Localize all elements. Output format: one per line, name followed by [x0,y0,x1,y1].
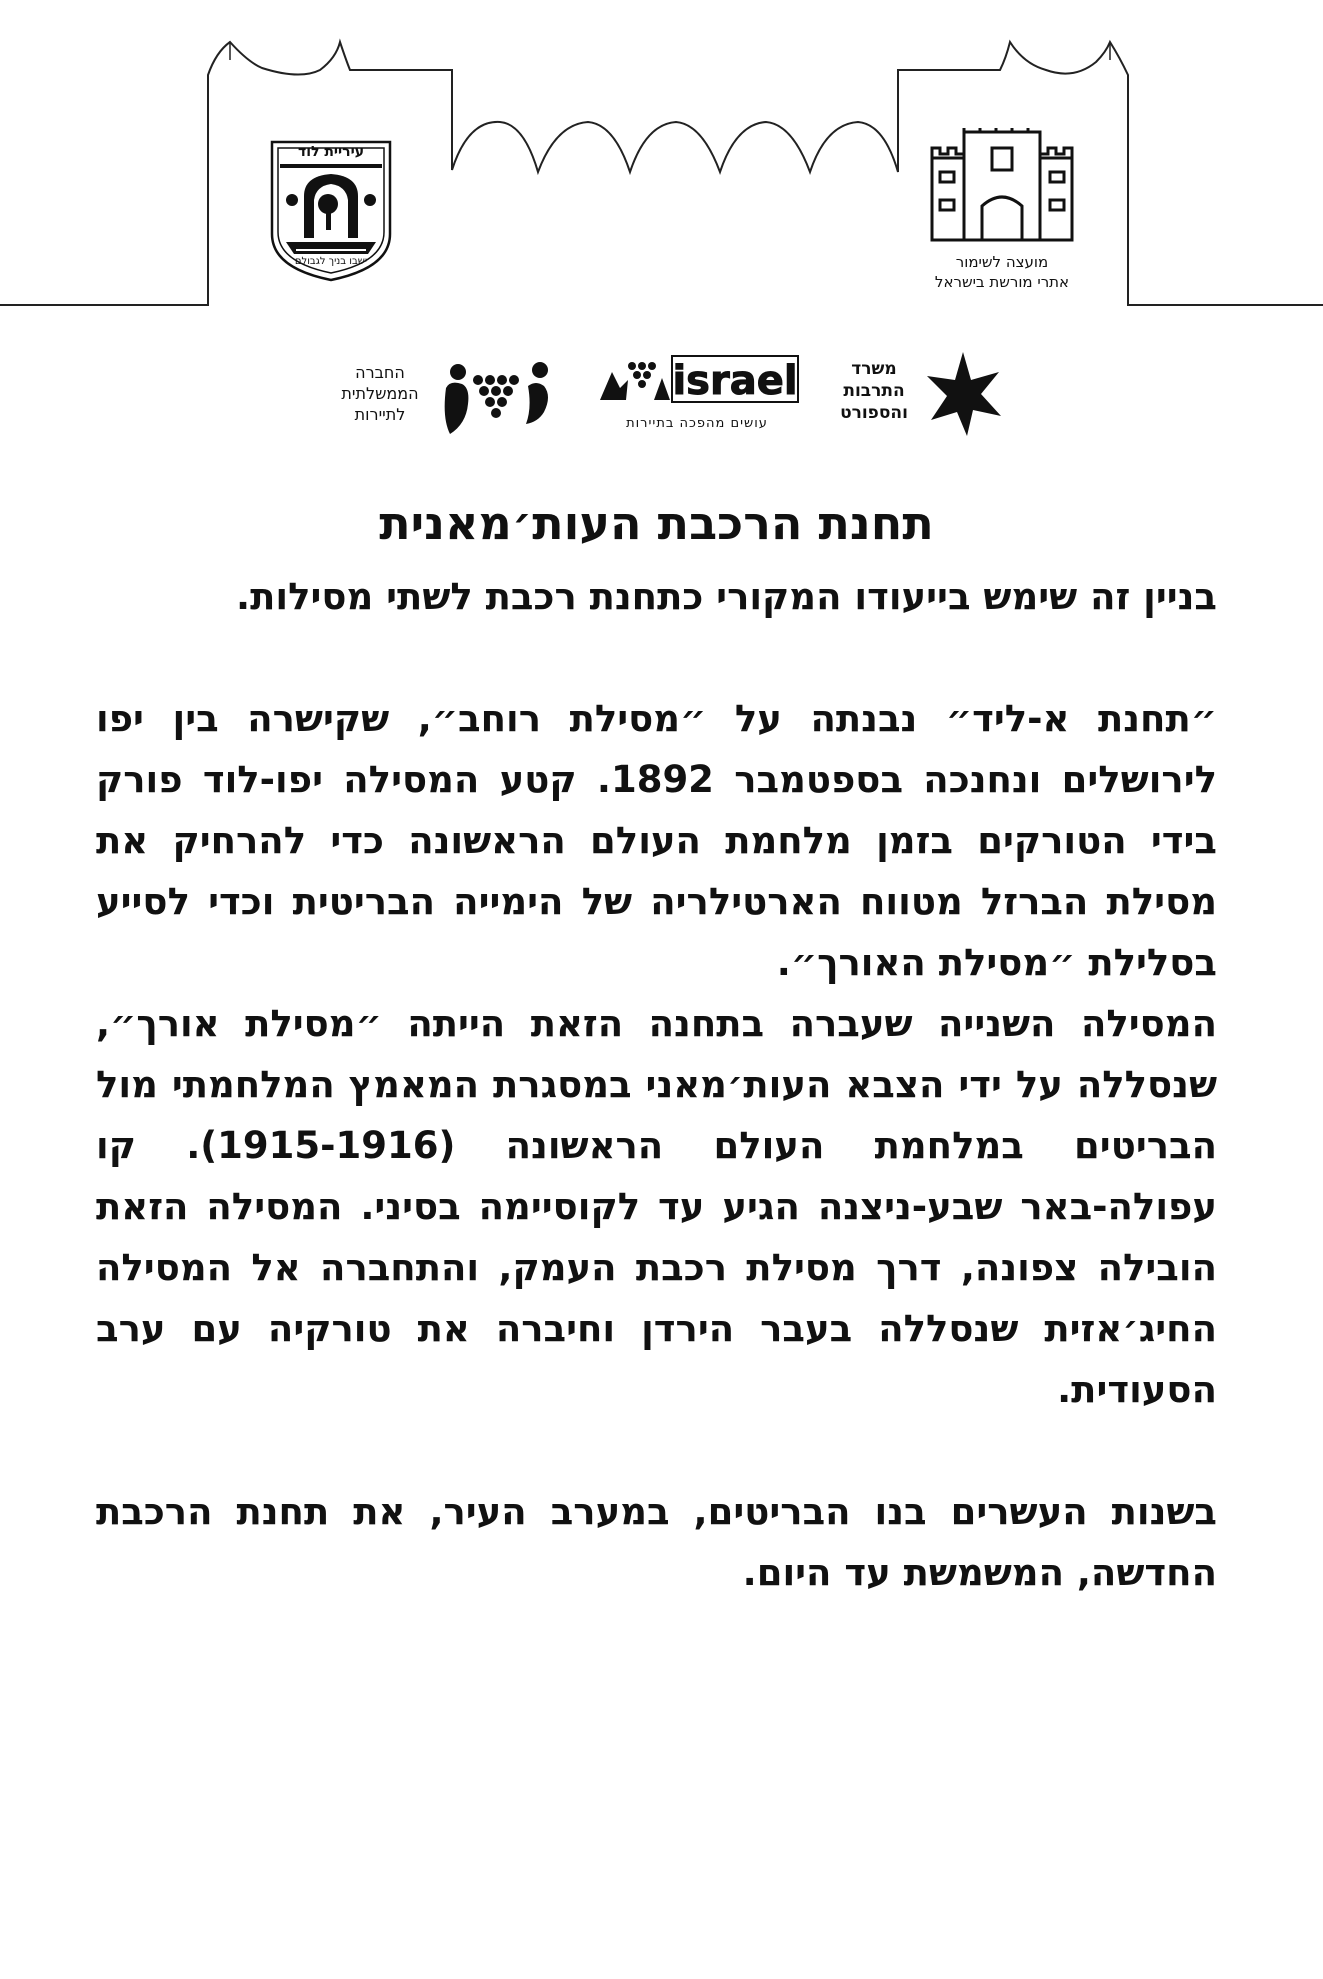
article-paragraph: בשנות העשרים בנו הבריטים, במערב העיר, את תחנת הרכבת החדשה, המשמשת עד היום. [96,1490,1217,1594]
israel-wordmark-text: israel [672,358,798,404]
company-line1: החברה [355,363,405,382]
lod-emblem-name: עיריית לוד [297,144,365,160]
tourism-slogan: עושים מהפכה בתיירות [626,416,768,431]
grapes-figure-icon [440,358,560,438]
culture-line3: והספורט [840,403,908,423]
council-caption [912,252,1092,292]
castle-icon [912,128,1092,248]
tourism-company-text [330,362,430,425]
paragraph-spacer [96,1420,1217,1481]
lod-municipality-emblem [266,138,396,284]
tourism-company-logo [330,356,560,442]
article-paragraph: המסילה השנייה שעברה בתחנה הזאת הייתה ״מסילת אורך״, שנסללה על ידי הצבא העות׳מאני במסגרת המאמץ המלחמתי מול הבריטים במלחמת העולם הראשונה (1915-1916). קו עפולה-באר שבע-ניצנה הגיע עד לקוסיימה בסיני. המסילה הזאת הובילה צפונה, דרך מסילת רכבת העמק, והתחברה אל המסילה החיג׳אזית שנסללה בעבר הירדן וחיברה את טורקיה עם ערב הסעודית. [96,1002,1217,1411]
council-line2: אתרי מורשת בישראל [934,273,1070,291]
culture-ministry-text [823,358,925,424]
header-castle-frame [0,0,1323,330]
culture-ministry-logo [823,350,1003,440]
company-line2: הממשלתית [341,384,419,403]
culture-line1: משרד [851,359,897,379]
tourism-ministry-logo [592,352,802,436]
heritage-council-logo [912,128,1092,298]
paragraph-spacer [96,627,1217,688]
page-title: תחנת הרכבת העות׳מאנית [379,496,934,550]
culture-line2: התרבות [843,381,905,401]
israel-wordmark-icon [592,352,802,414]
star-icon [923,350,1003,438]
article-paragraph: בניין זה שימש בייעודו המקורי כתחנת רכבת לשתי מסילות. [236,575,1217,618]
council-line1: מועצה לשימור [955,253,1049,271]
lod-emblem-motto: ישבו בניך לגבולם [294,256,368,267]
article-paragraph: ״תחנת א-ליד״ נבנתה על ״מסילת רוחב״, שקישרה בין יפו לירושלים ונחנכה בספטמבר 1892. קטע המסילה יפו-לוד פורק בידי הטורקים בזמן מלחמת העולם הראשונה כדי להרחיק את מסילת הברזל מטווח הארטילריה של הימייה הבריטית וכדי לסייע בסלילת ״מסילת האורך״. [96,697,1217,984]
article [96,490,1217,1603]
company-line3: לתיירות [354,405,406,424]
